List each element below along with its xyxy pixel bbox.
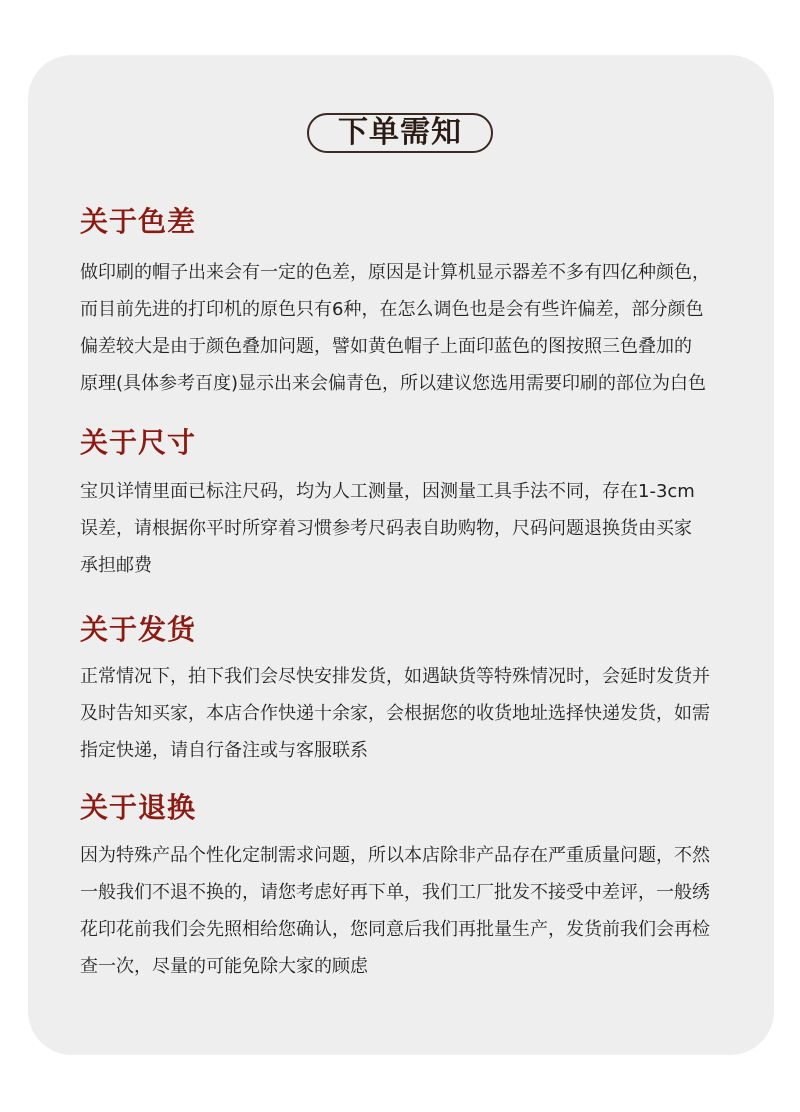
body-line: 花印花前我们会先照相给您确认，您同意后我们再批量生产，发货前我们会再检 xyxy=(80,919,710,940)
section-color-difference xyxy=(80,204,740,394)
body-line: 宝贝详情里面已标注尺码，均为人工测量，因测量工具手法不同，存在1-3cm xyxy=(80,481,695,502)
body-line: 指定快递，请自行备注或与客服联系 xyxy=(80,740,368,761)
section-heading: 关于发货 xyxy=(80,613,197,646)
body-line: 正常情况下，拍下我们会尽快安排发货，如遇缺货等特殊情况时，会延时发货并 xyxy=(80,666,710,687)
body-line: 因为特殊产品个性化定制需求问题，所以本店除非产品存在严重质量问题，不然 xyxy=(80,845,710,866)
section-returns xyxy=(80,790,740,977)
body-line: 误差，请根据你平时所穿着习惯参考尺码表自助购物，尺码问题退换货由买家 xyxy=(80,518,692,539)
section-size xyxy=(80,425,740,576)
section-body xyxy=(80,254,730,402)
body-line: 查一次，尽量的可能免除大家的顾虑 xyxy=(80,956,368,977)
section-shipping xyxy=(80,612,740,761)
section-body xyxy=(80,473,730,584)
body-line: 及时告知买家，本店合作快递十余家，会根据您的收货地址选择快递发货，如需 xyxy=(80,703,710,724)
section-heading: 关于尺寸 xyxy=(80,426,197,459)
body-line: 而目前先进的打印机的原色只有6种，在怎么调色也是会有些许偏差，部分颜色 xyxy=(80,299,704,320)
body-line: 一般我们不退不换的，请您考虑好再下单，我们工厂批发不接受中差评，一般绣 xyxy=(80,882,710,903)
body-line: 承担邮费 xyxy=(80,555,152,576)
body-line: 原理(具体参考百度)显示出来会偏青色，所以建议您选用需要印刷的部位为白色 xyxy=(80,373,707,394)
section-body xyxy=(80,837,730,985)
page-title: 下单需知 xyxy=(307,113,493,153)
section-body xyxy=(80,658,730,769)
section-heading: 关于退换 xyxy=(80,791,197,824)
body-line: 做印刷的帽子出来会有一定的色差，原因是计算机显示器差不多有四亿种颜色， xyxy=(80,262,710,283)
section-heading: 关于色差 xyxy=(80,205,197,238)
body-line: 偏差较大是由于颜色叠加问题，譬如黄色帽子上面印蓝色的图按照三色叠加的 xyxy=(80,336,692,357)
